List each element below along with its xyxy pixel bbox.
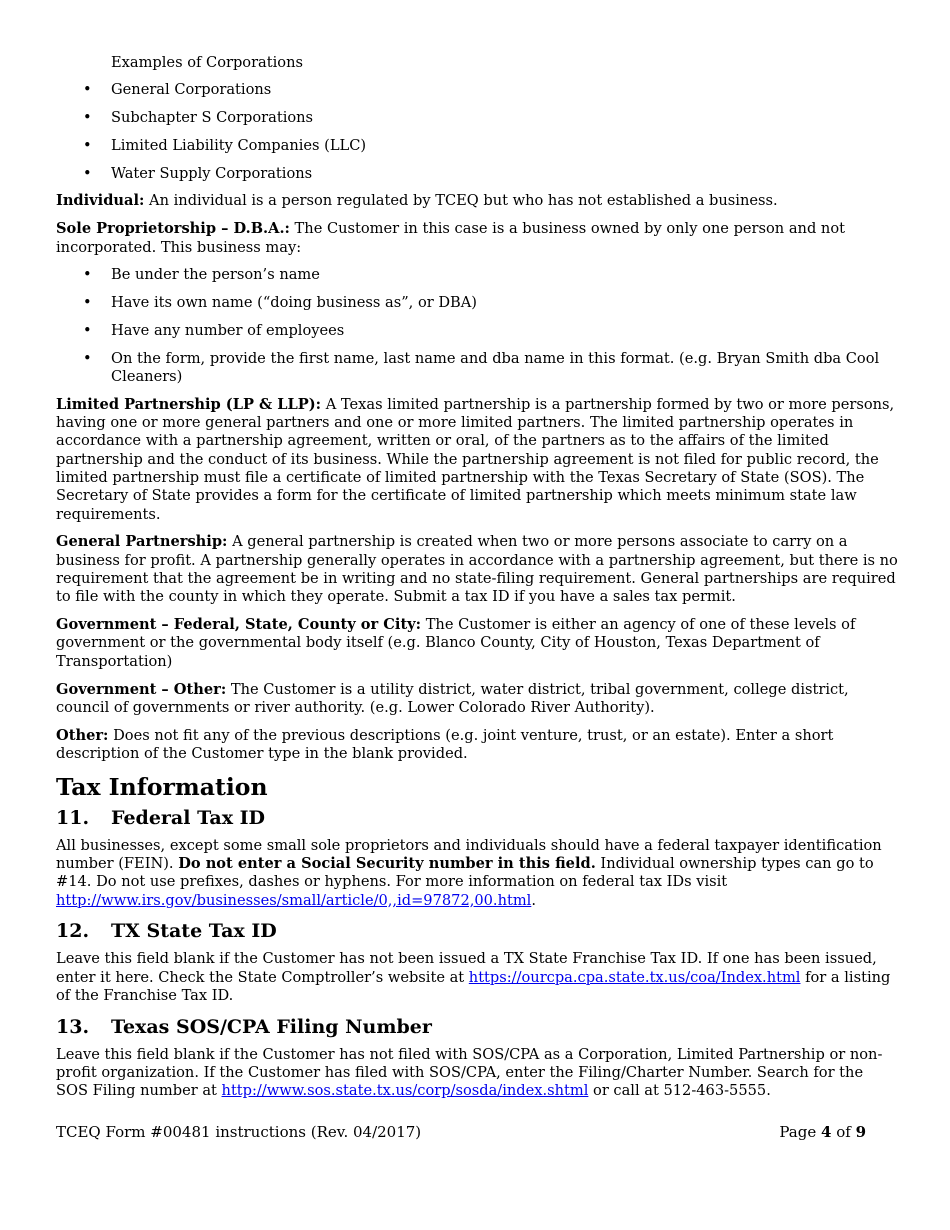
bullet-icon: • <box>83 349 92 367</box>
section-title: Texas SOS/CPA Filing Number <box>111 1015 432 1038</box>
page-footer <box>56 1123 866 1141</box>
list-item: • Be under the person’s name <box>83 266 320 284</box>
sole-proprietorship-list <box>56 266 898 386</box>
limited-partnership-term: Limited Partnership (LP & LLP): <box>56 395 322 413</box>
corporations-list <box>56 81 898 183</box>
section-11-heading <box>56 806 898 830</box>
government-other-term: Government – Other: <box>56 680 227 698</box>
section-12-heading <box>56 919 898 943</box>
government-federal-term: Government – Federal, State, County or City: <box>56 616 422 634</box>
form-revision: TCEQ Form #00481 instructions (Rev. 04/2017) <box>56 1123 422 1141</box>
list-item: • On the form, provide the first name, last name and dba name in this format. (e.g. Bryan Smith dba Cool Cleaners) <box>83 349 880 386</box>
list-item: • Have its own name (“doing business as”, or DBA) <box>83 294 478 312</box>
comptroller-link[interactable]: https://ourcpa.cpa.state.tx.us/coa/Index.html <box>468 968 801 986</box>
section-13-heading <box>56 1015 898 1039</box>
page-number: Page 4 of 9 <box>779 1123 866 1141</box>
bullet-icon: • <box>83 81 92 99</box>
tax-information-heading: Tax Information <box>56 772 268 801</box>
individual-term: Individual: <box>56 192 145 210</box>
general-partnership-paragraph: General Partnership: A general partnership is created when two or more persons associate to carry on a business for profit. A partnership generally operates in accordance with a partnership agreement, but there is no requirement that the agreement be in writing and no state-filing requirement. General partnerships are required to file with the county in which they operate. Submit a tax ID if you have a sales tax permit. <box>56 533 898 606</box>
section-12-body: Leave this field blank if the Customer has not been issued a TX State Franchise Tax ID. If one has been issued, enter it here. Check the State Comptroller’s website at https://ourcpa.cpa.state.tx.us/coa/Index.html for a listing of the Franchise Tax ID. <box>56 950 891 1004</box>
bullet-icon: • <box>83 109 92 127</box>
section-11-body: All businesses, except some small sole proprietors and individuals should have a federal taxpayer identification number (FEIN). Do not enter a Social Security number in this field. Individual ownership types can go to #14. Do not use prefixes, dashes or hyphens. For more information on federal tax IDs visit http://www.irs.gov/businesses/small/article/0,,id=97872,00.html. <box>56 836 882 909</box>
section-13-body: Leave this field blank if the Customer has not filed with SOS/CPA as a Corporation, Limited Partnership or non-profit organization. If the Customer has filed with SOS/CPA, enter the Filing/Charter Number. Search for the SOS Filing number at http://www.sos.state.tx.us/corp/sosda/index.shtml or call at 512-463-5555. <box>56 1045 883 1100</box>
irs-link[interactable]: http://www.irs.gov/businesses/small/article/0,,id=97872,00.html <box>56 891 532 909</box>
individual-paragraph: Individual: An individual is a person regulated by TCEQ but who has not established a business. <box>56 192 778 210</box>
government-other-paragraph: Government – Other: The Customer is a utility district, water district, tribal government, college district, council of governments or river authority. (e.g. Lower Colorado River Authority). <box>56 680 849 716</box>
list-item: • Have any number of employees <box>83 321 345 339</box>
general-partnership-term: General Partnership: <box>56 533 228 551</box>
bullet-icon: • <box>83 266 92 284</box>
sos-link[interactable]: http://www.sos.state.tx.us/corp/sosda/index.shtml <box>221 1082 589 1100</box>
section-number: 12. <box>56 920 90 943</box>
corporations-examples-label: Examples of Corporations <box>111 54 303 71</box>
bullet-icon: • <box>83 136 92 154</box>
section-title: TX State Tax ID <box>111 920 277 943</box>
other-term: Other: <box>56 726 109 744</box>
list-item: • Water Supply Corporations <box>83 164 313 182</box>
document-page <box>56 54 898 1110</box>
ssn-warning: Do not enter a Social Security number in this field. <box>178 855 596 872</box>
sole-proprietorship-paragraph: Sole Proprietorship – D.B.A.: The Customer in this case is a business owned by only one person and not incorporated. This business may: <box>56 220 845 256</box>
list-item: • Limited Liability Companies (LLC) <box>83 136 367 154</box>
other-paragraph: Other: Does not fit any of the previous descriptions (e.g. joint venture, trust, or an estate). Enter a short description of the Customer type in the blank provided. <box>56 726 834 762</box>
bullet-icon: • <box>83 321 92 339</box>
government-federal-paragraph: Government – Federal, State, County or City: The Customer is either an agency of one of these levels of government or the governmental body itself (e.g. Blanco County, City of Houston, Texas Department of Transportation) <box>56 616 856 670</box>
list-item: • Subchapter S Corporations <box>83 109 314 127</box>
list-item: • General Corporations <box>83 81 272 99</box>
bullet-icon: • <box>83 294 92 312</box>
limited-partnership-paragraph: Limited Partnership (LP & LLP): A Texas limited partnership is a partnership formed by two or more persons, having one or more general partners and one or more limited partners. The limited partnership operates in accordance with a partnership agreement, written or oral, of the partners as to the affairs of the limited partnership and the conduct of its business. While the partnership agreement is not filed for public record, the limited partnership must file a certificate of limited partnership with the Texas Secretary of State (SOS). The Secretary of State provides a form for the certificate of limited partnership which meets minimum state law requirements. <box>56 395 895 523</box>
section-title: Federal Tax ID <box>111 806 266 829</box>
section-number: 13. <box>56 1015 90 1038</box>
bullet-icon: • <box>83 164 92 182</box>
sole-proprietorship-term: Sole Proprietorship – D.B.A.: <box>56 220 290 238</box>
section-number: 11. <box>56 806 90 829</box>
